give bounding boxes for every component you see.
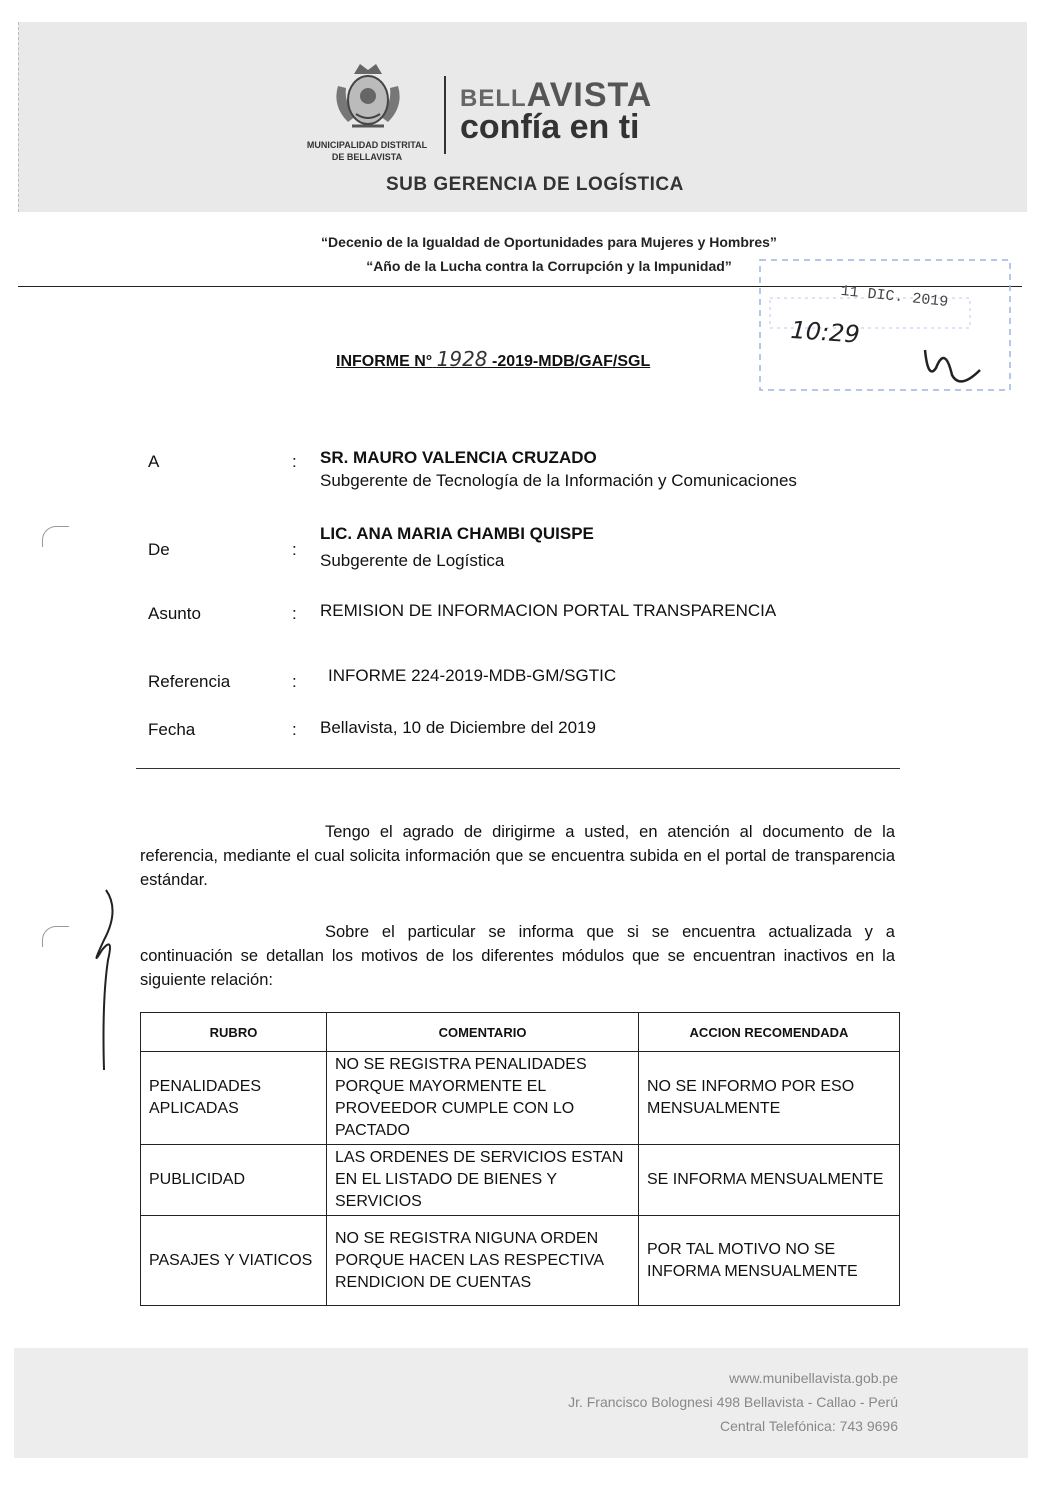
body-paragraph-2	[140, 920, 895, 992]
cell-rubro: PENALIDADES APLICADAS	[141, 1052, 327, 1145]
reception-stamp	[740, 240, 1030, 410]
from-label: De	[148, 540, 170, 559]
date-value: Bellavista, 10 de Diciembre del 2019	[320, 718, 596, 737]
table-row	[141, 1052, 900, 1145]
department-title: SUB GERENCIA DE LOGÍSTICA	[386, 174, 684, 195]
cell-comentario: LAS ORDENES DE SERVICIOS ESTAN EN EL LISTADO DE BIENES Y SERVICIOS	[327, 1145, 639, 1216]
cell-accion: NO SE INFORMO POR ESO MENSUALMENTE	[639, 1052, 900, 1145]
report-title-suffix: -2019-MDB/GAF/SGL	[491, 353, 651, 370]
cell-comentario: NO SE REGISTRA PENALIDADES PORQUE MAYORMENTE EL PROVEEDOR CUMPLE CON LO PACTADO	[327, 1052, 639, 1145]
body-paragraph-1	[140, 820, 895, 892]
from-name: LIC. ANA MARIA CHAMBI QUISPE	[320, 524, 594, 543]
to-colon: :	[292, 452, 297, 471]
stamp-date: 11 DIC. 2019	[839, 282, 949, 312]
motto-line-1: “Decenio de la Igualdad de Oportunidades para Mujeres y Hombres”	[321, 234, 777, 250]
date-label: Fecha	[148, 720, 196, 739]
brand-name-small: BELL	[460, 85, 527, 112]
footer-phone: Central Telefónica: 743 9696	[720, 1418, 898, 1434]
body-paragraph-2-text: Sobre el particular se informa que si se encuentra actualizada y a continuación se detallan los motivos de los diferentes módulos que se encuentran inactivos en la siguiente relación:	[140, 923, 895, 989]
margin-initial-signature	[80, 880, 130, 1080]
brand-name-main: AVISTA	[526, 76, 653, 114]
cell-accion: POR TAL MOTIVO NO SE INFORMA MENSUALMENTE	[639, 1216, 900, 1306]
to-name: SR. MAURO VALENCIA CRUZADO	[320, 448, 597, 467]
municipality-name-line1: MUNICIPALIDAD DISTRITAL	[306, 140, 428, 150]
modules-table	[140, 1012, 900, 1306]
reference-label: Referencia	[148, 672, 231, 691]
column-header-rubro: RUBRO	[141, 1013, 327, 1052]
report-number: 1928	[436, 347, 488, 371]
footer-address: Jr. Francisco Bolognesi 498 Bellavista - Callao - Perú	[568, 1394, 898, 1410]
subject-label: Asunto	[148, 604, 201, 623]
column-header-accion: ACCION RECOMENDADA	[639, 1013, 900, 1052]
table-row	[141, 1216, 900, 1306]
scan-hole-mark	[42, 926, 69, 947]
fields-divider	[136, 768, 900, 769]
reference-colon: :	[292, 672, 297, 691]
subject-colon: :	[292, 604, 297, 623]
subject-value: REMISION DE INFORMACION PORTAL TRANSPARENCIA	[320, 601, 777, 620]
scan-hole-mark	[42, 526, 69, 547]
cell-rubro: PASAJES Y VIATICOS	[141, 1216, 327, 1306]
motto-line-2: “Año de la Lucha contra la Corrupción y la Impunidad”	[366, 258, 732, 274]
to-label: A	[148, 452, 160, 471]
municipality-name-line2: DE BELLAVISTA	[331, 152, 403, 162]
from-role: Subgerente de Logística	[320, 551, 505, 570]
from-colon: :	[292, 540, 297, 559]
footer-website: www.munibellavista.gob.pe	[729, 1370, 898, 1386]
date-colon: :	[292, 720, 297, 739]
table-row	[141, 1145, 900, 1216]
column-header-comentario: COMENTARIO	[327, 1013, 639, 1052]
brand-divider	[444, 76, 446, 154]
stamp-time: 10:29	[789, 315, 861, 349]
cell-accion: SE INFORMA MENSUALMENTE	[639, 1145, 900, 1216]
to-role: Subgerente de Tecnología de la Información y Comunicaciones	[320, 471, 797, 490]
cell-rubro: PUBLICIDAD	[141, 1145, 327, 1216]
report-title-prefix: INFORME N°	[336, 353, 433, 370]
brand-slogan: confía en ti	[460, 108, 640, 146]
cell-comentario: NO SE REGISTRA NIGUNA ORDEN PORQUE HACEN LAS RESPECTIVA RENDICION DE CUENTAS	[327, 1216, 639, 1306]
reference-value: INFORME 224-2019-MDB-GM/SGTIC	[328, 666, 617, 685]
body-paragraph-1-text: Tengo el agrado de dirigirme a usted, en atención al documento de la referencia, mediante el cual solicita información que se encuentra subida en el portal de transparencia estándar.	[140, 823, 895, 889]
report-title	[336, 347, 650, 371]
table-header-row	[141, 1013, 900, 1052]
municipal-crest-logo	[328, 56, 408, 134]
